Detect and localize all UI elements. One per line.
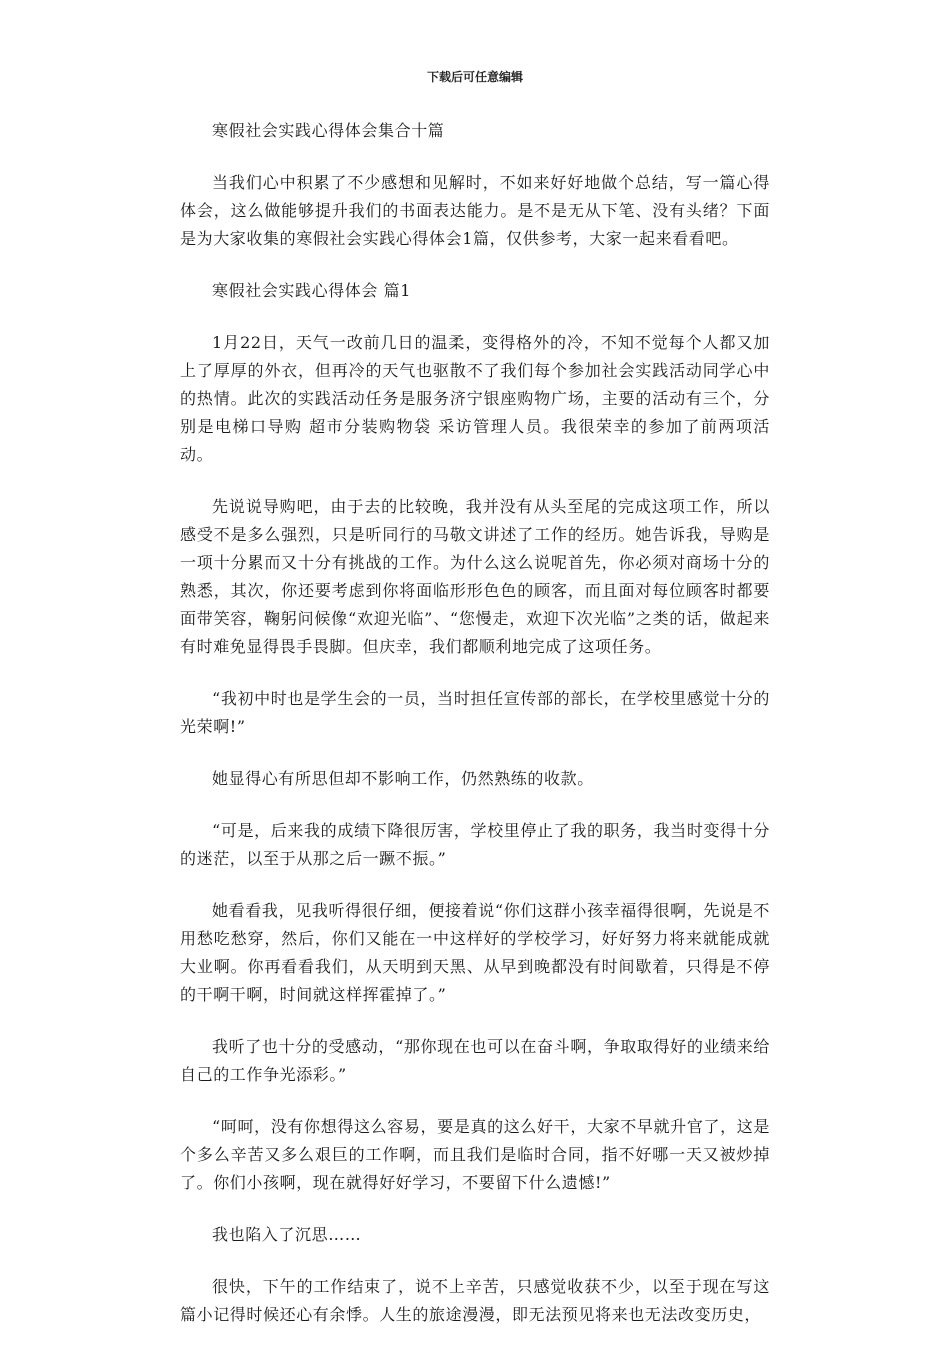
- document-body: [180, 117, 770, 1353]
- body-paragraph: “可是，后来我的成绩下降很厉害，学校里停止了我的职务，我当时变得十分的迷茫，以至于从那之后一蹶不振。”: [180, 821, 770, 868]
- body-paragraph: “我初中时也是学生会的一员，当时担任宣传部的部长，在学校里感觉十分的光荣啊!”: [180, 689, 770, 736]
- body-paragraph: 我听了也十分的受感动，“那你现在也可以在奋斗啊，争取取得好的业绩来给自己的工作争光添彩。”: [180, 1037, 770, 1084]
- body-paragraph: 先说说导购吧，由于去的比较晚，我并没有从头至尾的完成这项工作，所以感受不是多么强烈，只是听同行的马敬文讲述了工作的经历。她告诉我，导购是一项十分累而又十分有挑战的工作。为什么这么说呢首先，你必须对商场十分的熟悉，其次，你还要考虑到你将面临形形色色的顾客，而且面对每位顾客时都要面带笑容，鞠躬问候像“欢迎光临”、“您慢走，欢迎下次光临”之类的话，做起来有时难免显得畏手畏脚。但庆幸，我们都顺利地完成了这项任务。: [180, 497, 770, 656]
- body-paragraph: 她看看我，见我听得很仔细，便接着说“你们这群小孩幸福得很啊，先说是不用愁吃愁穿，然后，你们又能在一中这样好的学校学习，好好努力将来就能成就大业啊。你再看看我们，从天明到天黑、从早到晚都没有时间歇着，只得是不停的干啊干啊，时间就这样挥霍掉了。”: [180, 901, 770, 1004]
- document-title: 寒假社会实践心得体会集合十篇: [212, 121, 445, 140]
- page-header-note: 下载后可任意编辑: [426, 70, 523, 84]
- body-paragraph: “呵呵，没有你想得这么容易，要是真的这么好干，大家不早就升官了，这是个多么辛苦又多么艰巨的工作啊，而且我们是临时合同，指不好哪一天又被炒掉了。你们小孩啊，现在就得好好学习，不要留下什么遗憾!”: [180, 1117, 770, 1192]
- body-paragraph: 1月22日，天气一改前几日的温柔，变得格外的冷，不知不觉每个人都又加上了厚厚的外衣，但再冷的天气也驱散不了我们每个参加社会实践活动同学心中的热情。此次的实践活动任务是服务济宁银座购物广场，主要的活动有三个，分别是电梯口导购 超市分装购物袋 采访管理人员。我很荣幸的参加了前两项活动。: [180, 333, 770, 464]
- body-paragraph: 她显得心有所思但却不影响工作，仍然熟练的收款。: [212, 769, 594, 788]
- intro-paragraph: 当我们心中积累了不少感想和见解时，不如来好好地做个总结，写一篇心得体会，这么做能够提升我们的书面表达能力。是不是无从下笔、没有头绪？下面是为大家收集的寒假社会实践心得体会1篇，仅供参考，大家一起来看看吧。: [180, 173, 770, 248]
- body-paragraph: 我也陷入了沉思……: [212, 1225, 362, 1244]
- body-paragraph: 很快，下午的工作结束了，说不上辛苦，只感觉收获不少，以至于现在写这篇小记得时候还心有余悸。人生的旅途漫漫，即无法预见将来也无法改变历史，: [180, 1277, 770, 1324]
- section-title: 寒假社会实践心得体会 篇1: [212, 281, 412, 300]
